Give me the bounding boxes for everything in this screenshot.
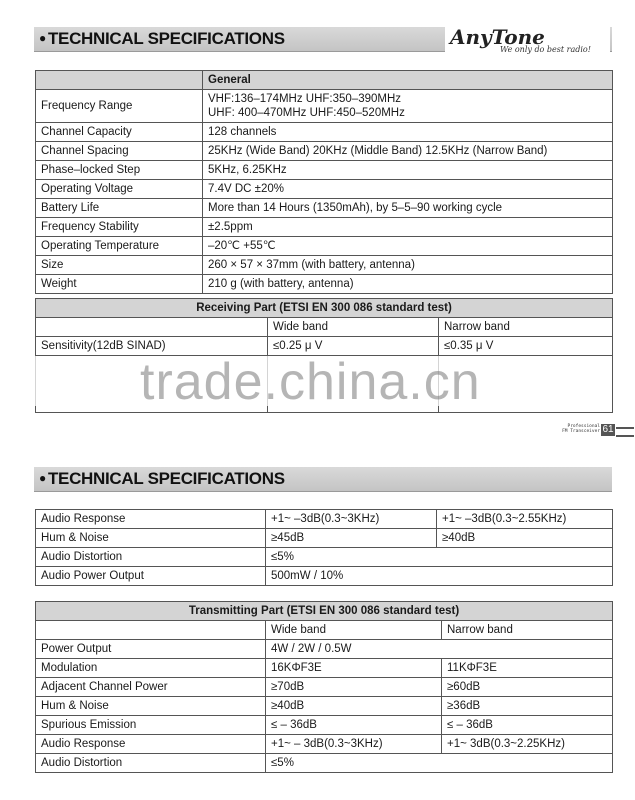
table-row: Channel Spacing 25KHz (Wide Band) 20KHz (Middle Band) 12.5KHz (Narrow Band)	[36, 142, 613, 161]
col-wide-band: Wide band	[266, 621, 442, 640]
table-row: Hum & Noise ≥40dB ≥36dB	[36, 697, 613, 716]
table-row: Adjacent Channel Power ≥70dB ≥60dB	[36, 678, 613, 697]
col-narrow-band: Narrow band	[442, 621, 613, 640]
page-mark-bars-icon	[616, 427, 634, 437]
table-row: Audio Distortion ≤5%	[36, 548, 613, 567]
table-row: Battery Life More than 14 Hours (1350mAh), by 5–5–90 working cycle	[36, 199, 613, 218]
table-row: Audio Response +1~ –3dB(0.3~3KHz) +1~ –3dB(0.3~2.55KHz)	[36, 510, 613, 529]
general-spec-table	[35, 70, 613, 294]
table-row: Sensitivity(12dB SINAD) ≤0.25 μ V ≤0.35 μ V	[36, 337, 613, 356]
table-row: Weight 210 g (with battery, antenna)	[36, 275, 613, 294]
table-row: Operating Temperature –20℃ +55℃	[36, 237, 613, 256]
table-row: Audio Distortion ≤5%	[36, 754, 613, 773]
table-row: Frequency Stability ±2.5ppm	[36, 218, 613, 237]
table-row: Channel Capacity 128 channels	[36, 123, 613, 142]
general-header: General	[203, 71, 613, 90]
page1-heading: ● TECHNICAL SPECIFICATIONS	[39, 29, 285, 48]
table-row: Audio Response +1~ – 3dB(0.3~3KHz) +1~ 3dB(0.3~2.25KHz)	[36, 735, 613, 754]
logo-tagline: We only do best radio!	[500, 45, 591, 54]
table-row: Hum & Noise ≥45dB ≥40dB	[36, 529, 613, 548]
watermark: trade.china.cn	[140, 353, 481, 411]
page2-heading: ● TECHNICAL SPECIFICATIONS	[39, 469, 285, 488]
receiving-header: Receiving Part (ETSI EN 300 086 standard test)	[36, 299, 613, 318]
page-number-mark: Professional FM Transceiver 61	[555, 424, 635, 440]
anytone-logo	[445, 25, 610, 55]
transmitting-header: Transmitting Part (ETSI EN 300 086 standard test)	[36, 602, 613, 621]
bullet-icon: ●	[39, 31, 46, 45]
table-row: Frequency Range VHF:136–174MHz UHF:350–390MHz UHF: 400–470MHz UHF:450–520MHz	[36, 90, 613, 123]
table-row: Phase–locked Step 5KHz, 6.25KHz	[36, 161, 613, 180]
transmitting-spec-table	[35, 601, 613, 773]
receiving-continued-table	[35, 509, 613, 586]
bullet-icon: ●	[39, 471, 46, 485]
table-row: Modulation 16KΦF3E 11KΦF3E	[36, 659, 613, 678]
page-number: 61	[602, 424, 614, 435]
logo-brand: AnyTone	[450, 25, 545, 49]
table-row: Operating Voltage 7.4V DC ±20%	[36, 180, 613, 199]
table-row: Spurious Emission ≤ – 36dB ≤ – 36dB	[36, 716, 613, 735]
table-row: Size 260 × 57 × 37mm (with battery, antenna)	[36, 256, 613, 275]
table-row: Audio Power Output 500mW / 10%	[36, 567, 613, 586]
page2-heading-banner	[34, 467, 612, 492]
col-wide-band: Wide band	[268, 318, 439, 337]
col-narrow-band: Narrow band	[439, 318, 613, 337]
table-row: Power Output 4W / 2W / 0.5W	[36, 640, 613, 659]
